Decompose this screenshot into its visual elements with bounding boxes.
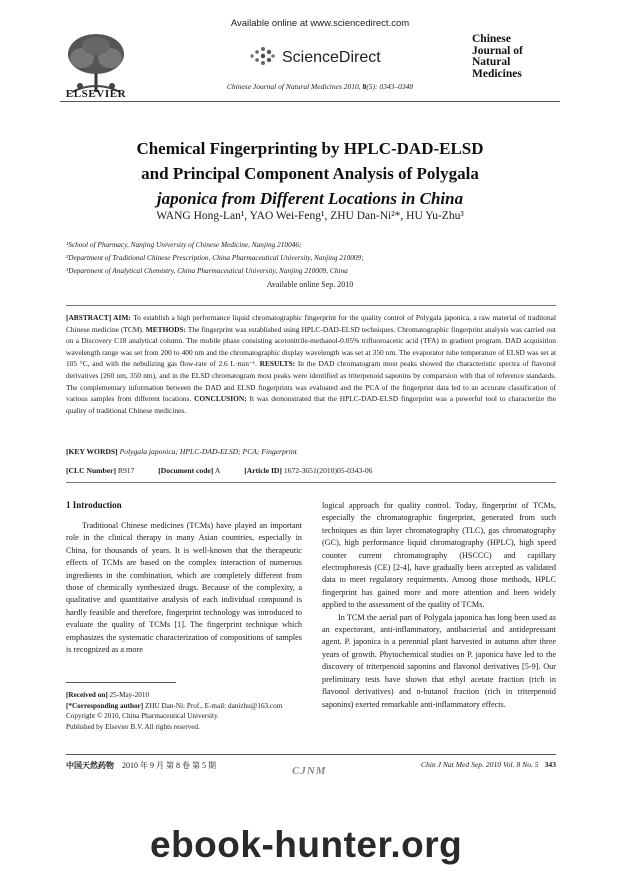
page-number: 343: [544, 760, 556, 769]
available-online-date: Available online Sep. 2010: [266, 280, 354, 289]
article-title: Chemical Fingerprinting by HPLC-DAD-ELSD and Principal Component Analysis of Polygala japonica from Different Locations in China: [136, 139, 484, 208]
abstract: [ABSTRACT] AIM: To establish a high performance liquid chromatographic fingerprint for the quality control of Polygala japonica, a raw material of traditonal Chinese medicine (TCM). METHODS: The fingerprint was established using HPLC-DAD-ELSD techniques. Chromatographic fingerprint analysis was carried out on a Discovery C18 analytical column. The mobile phase consisting acetonitrile-methanol-0.05% trifluoroacetic acid (TFA) in gradient program. DAD acquisition wavelength range was set from 200 to 400 nm and the chromatographic display wavelength was set at 350 nm. The evaporator tube temperature of ELSD was set at 105 °C, and with the nebulizing gas flow-rate of 2.6 L·min⁻¹. RESULTS: In the DAD chromatogram most peaks showed the characteristic spectra of flavonol derivatives (260 nm, 350 nm), and in the ELSD chromatogram most peaks were identified as triterpenoid saponins by comparsion with that of reference standards. The complementary information between the DAD and ELSD fingerprints was evaluated and the PCA of the fingerprint data led to an accurate classification of various samples from different locations. CONCLUSION: It was demonstrated that the HPLC-DAD-ELSD fingerprint was a powerful tool to characterize the quality of traditional Chinese medicines.: [66, 313, 557, 415]
abstract-bottom-rule: [66, 482, 556, 483]
sciencedirect-wordmark: ScienceDirect: [282, 49, 381, 66]
footer-chinese-citation: 中国天然药物 2010 年 9 月 第 8 卷 第 5 期: [66, 761, 216, 770]
journal-name-box: Chinese Journal of Natural Medicines: [472, 33, 523, 80]
sciencedirect-dots-icon: [248, 44, 276, 68]
footer-rule: [66, 754, 556, 755]
available-online-text: Available online at www.sciencedirect.com: [230, 18, 410, 29]
footnotes: [Received on] 25-May-2010 [*Corresponding author] ZHU Dan-Ni: Prof., E-mail: danizhu@163.com Copyright © 2010, China Pharmaceutical University. Published by Elsevier B.V. All rights reserved.: [66, 691, 283, 731]
cjnm-logo-mark: CJNM: [292, 765, 327, 777]
section-heading-introduction: 1 Introduction: [66, 500, 122, 510]
affiliations: ¹School of Pharmacy, Nanjing University of Chinese Medicine, Nanjing 210046; ²Department of Traditional Chinese Prescription, China Pharmaceutical University, Nanjing 210009; ³Department of Analytical Chemistry, China Pharmaceutical University, Nanjing 210009, China: [66, 240, 364, 275]
right-column-text: logical approach for quality control. Today, fingerprint of TCMs, especially the chromatographic fingerprint, generated from such techniques as thin layer chromatography (TLC), gas chromatography (GC), high performance liquid chromatography (HPLC), high speed counter current chromatography (HSCCC) and capillary electrophoresis (CE) [2-4], have gradually been accepted as validated data to meet regulatory requirments. Among those methods, HPLC fingerprint has gained more and more attention and been widely applied to the assessment of the quality of TCMs. In TCM the aerial part of Polygala japonica has long been used as an expectorant, anti-inflammatory, antibacterial and antidepressant agent. P. japonica is a perennial plant harvested in autumn after three years of growth. Phytochemical studies on P. japonica have led to the discovery of triterpenoid saponins and flavonol derivatives [5-9]. Our preliminary tests have shown that ethyl acetate fraction (rich in flavonol derivatives) and n-butanol fraction (rich in triterpenoid saponins) exerted remarkable anti-inflammatory effects.: [322, 501, 556, 709]
footer-journal-citation: Chin J Nat Med Sep. 2010 Vol. 8 No. 5 343: [420, 760, 556, 769]
footnote-rule: [66, 682, 176, 683]
left-column-text: Traditional Chinese medicines (TCMs) have played an important role in the clinical therapy in many Asian countries, especially in China, for thousands of years. It is well-known that the therapeutic effects of TCMs are based on the complex interaction of numerous ingredients in the combination, which are completely different from those of chemically synthesized drugs. Because of the complexity, a qualitative and quantitative analysis of each individual compound is hardly feasible and therefore, fingerprint technology was introduced to evaluate the quality of TCMs [1]. The fingerprint technique which emphasizes the systematic characterization of compositions of samples is recognized as a more: [66, 521, 302, 655]
classification-line: [CLC Number] R917 [Document code] A [Article ID] 1672-3651(2010)05-0343-06: [66, 466, 373, 475]
keywords: [KEY WORDS] Polygala japonica; HPLC-DAD-ELSD; PCA; Fingerprint: [66, 447, 297, 456]
header-divider: [60, 101, 560, 102]
abstract-top-rule: [66, 305, 556, 306]
journal-citation: Chinese Journal of Natural Medicines 2010, 8(5): 0343–0348: [226, 82, 414, 91]
elsevier-wordmark: ELSEVIER: [65, 88, 127, 100]
author-list: WANG Hong-Lan¹, YAO Wei-Feng¹, ZHU Dan-Ni²*, HU Yu-Zhu³: [156, 210, 464, 222]
watermark-text: ebook-hunter.org: [150, 824, 463, 865]
